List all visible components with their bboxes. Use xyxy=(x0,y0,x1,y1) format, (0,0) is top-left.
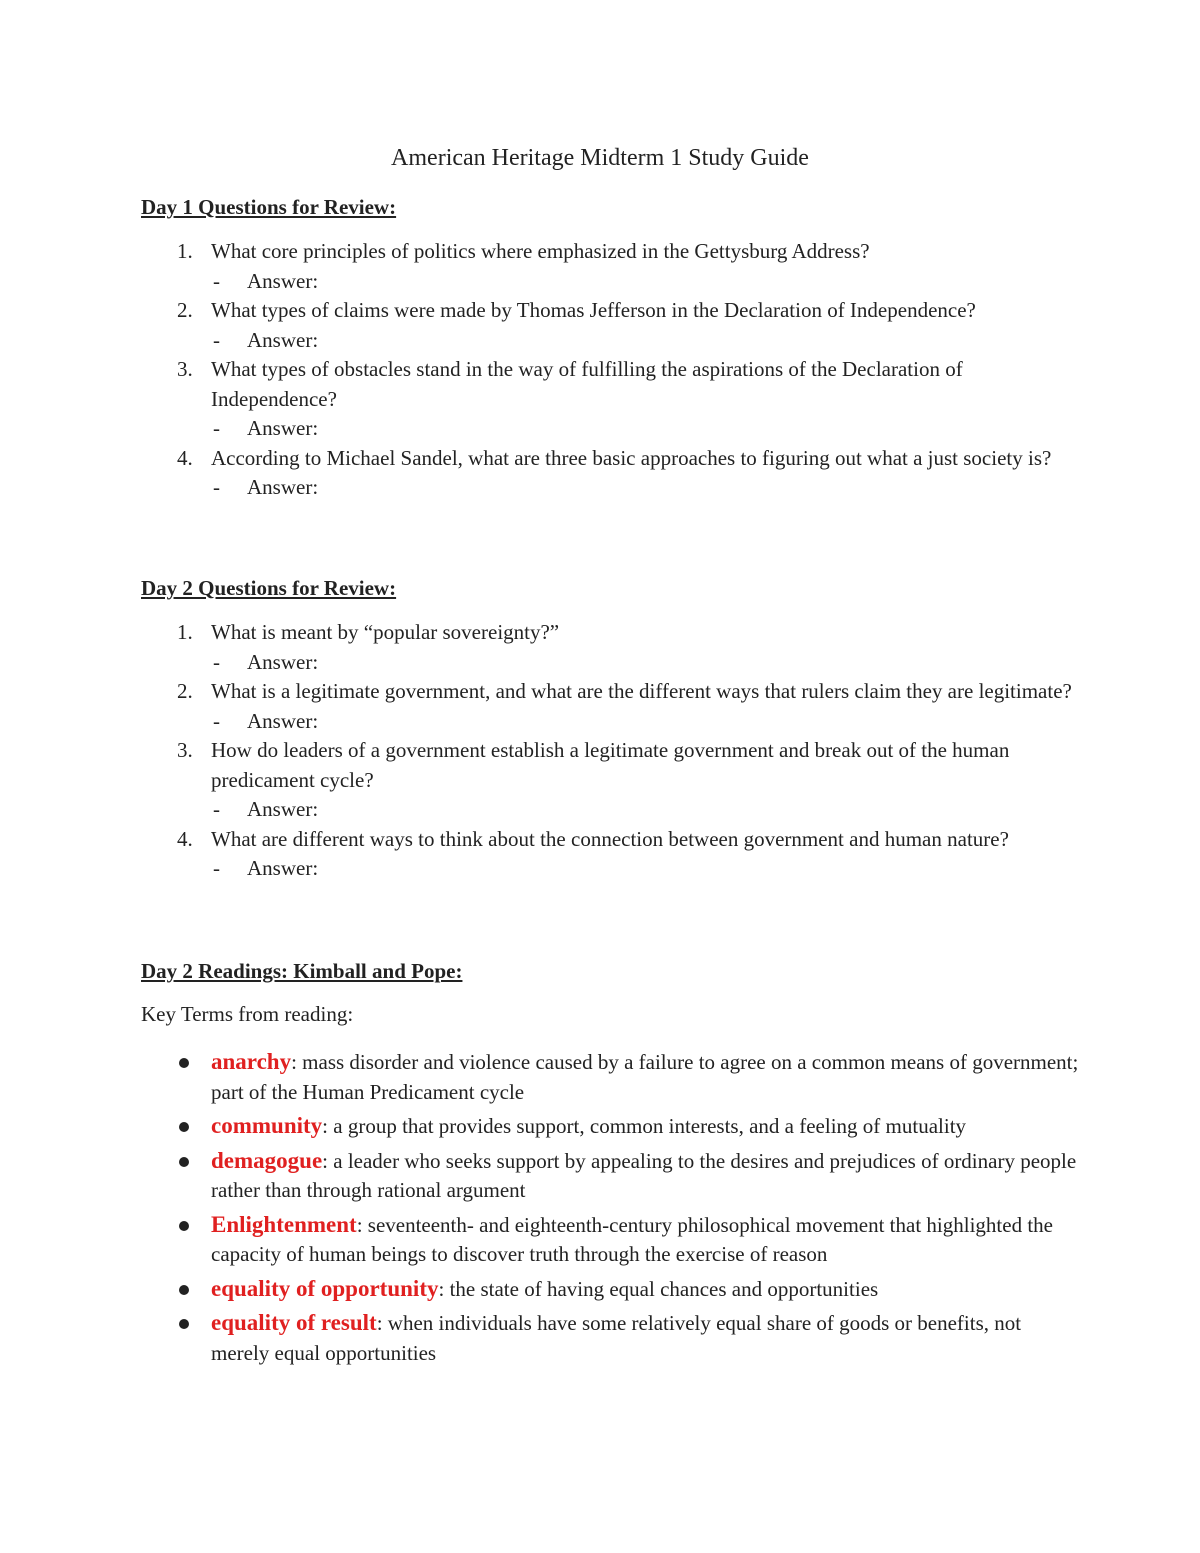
answer-label: Answer: xyxy=(247,475,319,499)
question-item xyxy=(141,237,1081,296)
page-title: American Heritage Midterm 1 Study Guide xyxy=(391,145,809,171)
question-number: 1. xyxy=(177,239,193,263)
term-item xyxy=(141,1308,1081,1368)
bullet-icon xyxy=(179,1221,189,1231)
answer-line xyxy=(211,795,1081,825)
answer-label: Answer: xyxy=(247,327,319,352)
dash-marker: - xyxy=(213,708,220,733)
day2-question-list xyxy=(141,618,1081,884)
term-item xyxy=(141,1274,1081,1305)
question-item xyxy=(141,736,1081,825)
dash-marker: - xyxy=(213,416,220,440)
term-definition: : when individuals have some relatively equal share of goods or benefits, not merely equal opportunities xyxy=(211,1311,1022,1365)
dash-marker: - xyxy=(213,327,220,352)
question-number: 4. xyxy=(177,445,193,470)
dash-marker: - xyxy=(213,649,220,674)
key-terms-intro: Key Terms from reading: xyxy=(141,1002,354,1026)
question-text: What types of obstacles stand in the way of fulfilling the aspirations of the Declaration of Independence? xyxy=(211,357,963,411)
term-item xyxy=(141,1111,1081,1142)
answer-line xyxy=(211,648,1081,678)
readings-heading: Day 2 Readings: Kimball and Pope: xyxy=(141,959,463,983)
term-item xyxy=(141,1210,1081,1270)
term-item xyxy=(141,1146,1081,1206)
answer-line xyxy=(211,414,1081,444)
answer-label: Answer: xyxy=(247,797,319,821)
term-definition: : a leader who seeks support by appealing to the desires and prejudices of ordinary people rather than through rational argument xyxy=(211,1148,1077,1202)
question-item xyxy=(141,296,1081,355)
term-name: equality of result xyxy=(211,1310,377,1335)
answer-label: Answer: xyxy=(247,649,319,674)
question-text: What types of claims were made by Thomas Jefferson in the Declaration of Independence? xyxy=(211,298,976,322)
bullet-icon xyxy=(179,1157,189,1167)
term-name: Enlightenment xyxy=(211,1211,357,1237)
bullet-icon xyxy=(179,1122,189,1132)
question-number: 1. xyxy=(177,620,193,644)
bullet-icon xyxy=(179,1319,189,1329)
question-item xyxy=(141,618,1081,677)
question-text: How do leaders of a government establish a legitimate government and break out of the human predicament cycle? xyxy=(211,738,1010,792)
question-item xyxy=(141,355,1081,444)
question-number: 4. xyxy=(177,826,193,851)
question-item xyxy=(141,444,1081,503)
question-text: What core principles of politics where emphasized in the Gettysburg Address? xyxy=(211,239,870,263)
term-definition: : seventeenth- and eighteenth-century philosophical movement that highlighted the capacity of human beings to discover truth through the exercise of reason xyxy=(211,1212,1053,1266)
dash-marker: - xyxy=(213,475,220,499)
answer-label: Answer: xyxy=(247,708,319,733)
dash-marker: - xyxy=(213,797,220,821)
question-number: 2. xyxy=(177,298,193,322)
dash-marker: - xyxy=(213,856,220,880)
question-text: According to Michael Sandel, what are three basic approaches to figuring out what a just society is? xyxy=(211,445,1052,470)
question-text: What is a legitimate government, and what are the different ways that rulers claim they are legitimate? xyxy=(211,679,1072,703)
question-text: What is meant by “popular sovereignty?” xyxy=(211,620,560,644)
day2-heading: Day 2 Questions for Review: xyxy=(141,576,397,600)
question-text: What are different ways to think about the connection between government and human nature? xyxy=(211,826,1009,851)
term-name: demagogue xyxy=(211,1147,323,1173)
answer-line xyxy=(211,854,1081,884)
term-definition: : a group that provides support, common interests, and a feeling of mutuality xyxy=(322,1114,967,1138)
answer-label: Answer: xyxy=(247,856,319,880)
answer-line xyxy=(211,326,1081,356)
bullet-icon xyxy=(179,1058,189,1068)
answer-line xyxy=(211,267,1081,297)
answer-line xyxy=(211,473,1081,503)
term-definition: : the state of having equal chances and opportunities xyxy=(438,1276,879,1301)
question-number: 3. xyxy=(177,357,193,381)
question-number: 2. xyxy=(177,679,193,703)
answer-label: Answer: xyxy=(247,416,319,440)
question-item xyxy=(141,677,1081,736)
term-name: equality of opportunity xyxy=(211,1275,439,1301)
question-item xyxy=(141,825,1081,884)
answer-label: Answer: xyxy=(247,268,319,293)
day1-heading: Day 1 Questions for Review: xyxy=(141,195,397,219)
bullet-icon xyxy=(179,1285,189,1295)
key-terms-list xyxy=(141,1047,1081,1372)
answer-line xyxy=(211,707,1081,737)
term-definition: : mass disorder and violence caused by a failure to agree on a common means of government; part of the Human Predicament cycle xyxy=(211,1050,1079,1104)
term-name: anarchy xyxy=(211,1049,292,1074)
day1-question-list xyxy=(141,237,1081,503)
dash-marker: - xyxy=(213,268,220,293)
question-number: 3. xyxy=(177,738,193,762)
term-item xyxy=(141,1047,1081,1107)
term-name: community xyxy=(211,1113,323,1138)
